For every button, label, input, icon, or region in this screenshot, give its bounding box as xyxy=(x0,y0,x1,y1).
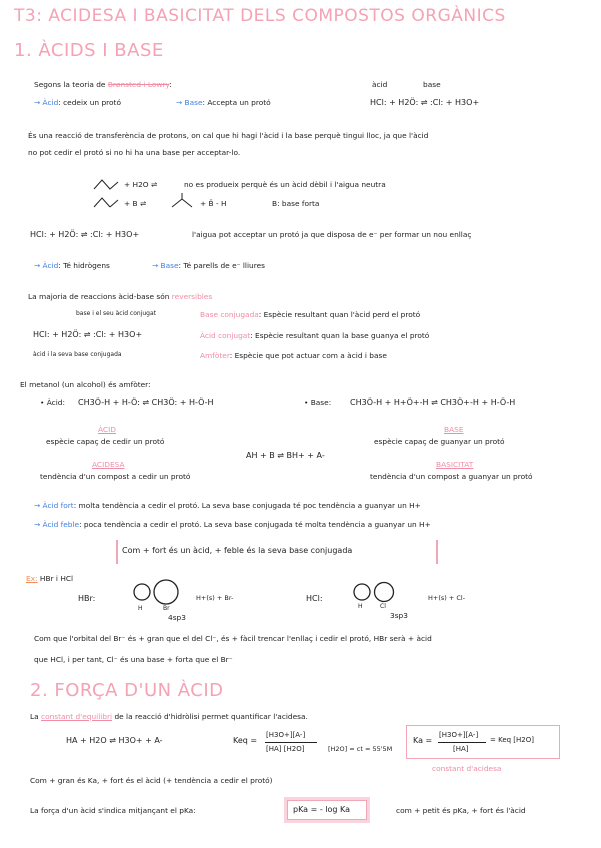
bronsted-intro: Segons la teoria de Brønsted i Lowry: xyxy=(34,80,172,89)
general-acid-base-equation: AH + B ⇌ BH+ + A- xyxy=(246,451,325,460)
paragraph-1-line-2: no pot cedir el protó si no hi ha una base per acceptar-lo. xyxy=(28,148,241,157)
section-2-heading: 2. FORÇA D'UN ÀCID xyxy=(30,680,224,701)
paragraph-1-line-1: És una reacció de transferència de protons, on cal que hi hagi l'àcid i la base perquè tingui lloc, ja que l'àcid xyxy=(28,131,429,140)
keq-numerator: [H3O+][A-] xyxy=(266,731,306,739)
example-2-comment: B: base forta xyxy=(272,199,320,208)
base-heading: BASE xyxy=(444,425,464,434)
methanol-acid-equation: CH3Ö-H + H-Ö: ⇌ CH3Ö: + H-Ö-H xyxy=(78,398,214,407)
example-line: Ex: HBr i HCl xyxy=(26,574,74,583)
ka-denominator: [HA] xyxy=(453,745,469,753)
ka-caption: constant d'acidesa xyxy=(432,764,502,773)
strong-acid-def: → Àcid fort: molta tendència a cedir el protó. La seva base conjugada té poc tendència a guanyar un H+ xyxy=(34,501,421,510)
hbr-atom-h: H xyxy=(138,605,143,612)
pka-intro: La força d'un àcid s'indica mitjançant el pKa: xyxy=(30,806,196,815)
hcl-orbital-icon xyxy=(352,582,398,602)
example-label: Ex: xyxy=(26,574,38,583)
basicitat-def: tendència d'un compost a guanyar un protó xyxy=(370,472,533,481)
hcl-atom-cl: Cl xyxy=(380,603,386,610)
hcl-atom-h: H xyxy=(358,603,363,610)
water-concentration-note: [H2O] = ct = 55'5M xyxy=(328,745,393,753)
methanol-acid-label: • Àcid: xyxy=(40,398,65,407)
acid-heading-def: espècie capaç de cedir un protó xyxy=(46,437,165,446)
hcl-products: H+(s) + Cl- xyxy=(428,594,466,602)
hcl-orbital-label: 3sp3 xyxy=(390,611,408,620)
acidesa-heading: ACIDESA xyxy=(92,460,125,469)
acid-conjugate-def: Àcid conjugat: Espècie resultant quan la base guanya el protó xyxy=(200,331,430,340)
base-heading-def: espècie capaç de guanyar un protó xyxy=(374,437,505,446)
acid-has-h: → Àcid: Té hidrògens xyxy=(34,261,110,270)
keq-label: Keq = xyxy=(233,736,258,745)
example-conclusion-1: Com que l'orbital del Br⁻ és + gran que el del Cl⁻, és + fàcil trencar l'enllaç i cedir el protó, HBr serà + àcid xyxy=(34,634,432,643)
strength-rule: Com + fort és un àcid, + feble és la seva base conjugada xyxy=(122,546,353,555)
methanol-base-label: • Base: xyxy=(304,398,332,407)
methanol-base-equation: CH3Ö-H + H+Ö+-H ⇌ CH3Ö+-H + H-Ö-H xyxy=(350,398,516,407)
example-2-products: + B̈ - H xyxy=(200,199,227,208)
hbr-orbital-icon xyxy=(132,580,186,604)
base-has-pairs: → Base: Té parells de e⁻ lliures xyxy=(152,261,265,270)
hcl-label: HCl: xyxy=(306,594,323,603)
page-title: T3: ACIDESA I BASICITAT DELS COMPOSTOS ORGÀNICS xyxy=(14,6,506,26)
example-conclusion-2: que HCl, i per tant, Cl⁻ és una base + forta que el Br⁻ xyxy=(34,655,233,664)
acidesa-def: tendència d'un compost a cedir un protó xyxy=(40,472,191,481)
hbr-products: H+(s) + Br- xyxy=(196,594,234,602)
col-base-label: base xyxy=(423,80,441,89)
water-explanation: l'aigua pot acceptar un protó ja que disposa de e⁻ per formar un nou enllaç xyxy=(192,230,472,239)
bronsted-names: Brønsted i Lowry xyxy=(107,80,170,89)
ka-keq-relation: = Keq [H2O] xyxy=(490,736,534,744)
ka-label: Ka = xyxy=(413,736,433,745)
carbanion-icon xyxy=(172,193,192,209)
hbr-label: HBr: xyxy=(78,594,96,603)
bronsted-equation: HCl: + H2Ö: ⇌ :Cl: + H3O+ xyxy=(370,98,480,107)
ka-rule: Com + gran és Ka, + fort és el àcid (+ tendència a cedir el protó) xyxy=(30,776,273,785)
amphoteric-def: Amfòter: Espècie que pot actuar com a àcid i base xyxy=(200,351,387,360)
conjugate-pair-note-bottom: àcid i la seva base conjugada xyxy=(33,351,122,358)
weak-acid-def: → Àcid feble: poca tendència a cedir el protó. La seva base conjugada té molta tendència a guanyar un H+ xyxy=(34,520,431,529)
alkyne-zigzag-icon xyxy=(94,196,118,208)
reversible-line: La majoria de reaccions àcid-base són reversibles xyxy=(28,292,213,301)
hydrolysis-equation: HA + H2O ⇌ H3O+ + A- xyxy=(66,736,163,745)
col-acid-label: àcid xyxy=(372,80,388,89)
methanol-intro: El metanol (un alcohol) és amfòter: xyxy=(20,380,151,389)
pka-formula: pKa = - log Ka xyxy=(293,805,351,814)
acid-definition: → Àcid: cedeix un protó xyxy=(34,98,121,107)
conjugate-pair-note-top: base i el seu àcid conjugat xyxy=(76,310,157,317)
hbr-atom-br: Br xyxy=(163,605,170,612)
basicitat-heading: BASICITAT xyxy=(436,460,474,469)
ka-numerator: [H3O+][A-] xyxy=(439,731,479,739)
hbr-orbital-label: 4sp3 xyxy=(168,613,186,622)
ka-fraction-bar xyxy=(438,742,486,743)
section-2-intro: La constant d'equilibri de la reacció d'hidròlisi permet quantificar l'acidesa. xyxy=(30,712,308,721)
water-equation: HCl: + H2Ö: ⇌ :Cl: + H3O+ xyxy=(30,230,140,239)
base-conjugate-def: Base conjugada: Espècie resultant quan l'àcid perd el protó xyxy=(200,310,421,319)
example-2-reaction: + B ⇌ xyxy=(124,199,147,208)
keq-fraction-bar xyxy=(265,742,317,743)
example-1-comment: no es produeix perquè és un àcid dèbil i l'aigua neutra xyxy=(184,180,386,189)
section-1-heading: 1. ÀCIDS I BASE xyxy=(14,40,164,61)
example-1-reaction: + H2O ⇌ xyxy=(124,180,158,189)
alkane-zigzag-icon xyxy=(94,178,118,190)
base-definition: → Base: Accepta un protó xyxy=(176,98,271,107)
keq-denominator: [HA] [H2O] xyxy=(266,745,305,753)
conjugate-equation: HCl: + H2Ö: ⇌ :Cl: + H3O+ xyxy=(33,330,143,339)
pka-rule: com + petit és pKa, + fort és l'àcid xyxy=(396,806,526,815)
acid-heading: ÀCID xyxy=(98,425,116,434)
